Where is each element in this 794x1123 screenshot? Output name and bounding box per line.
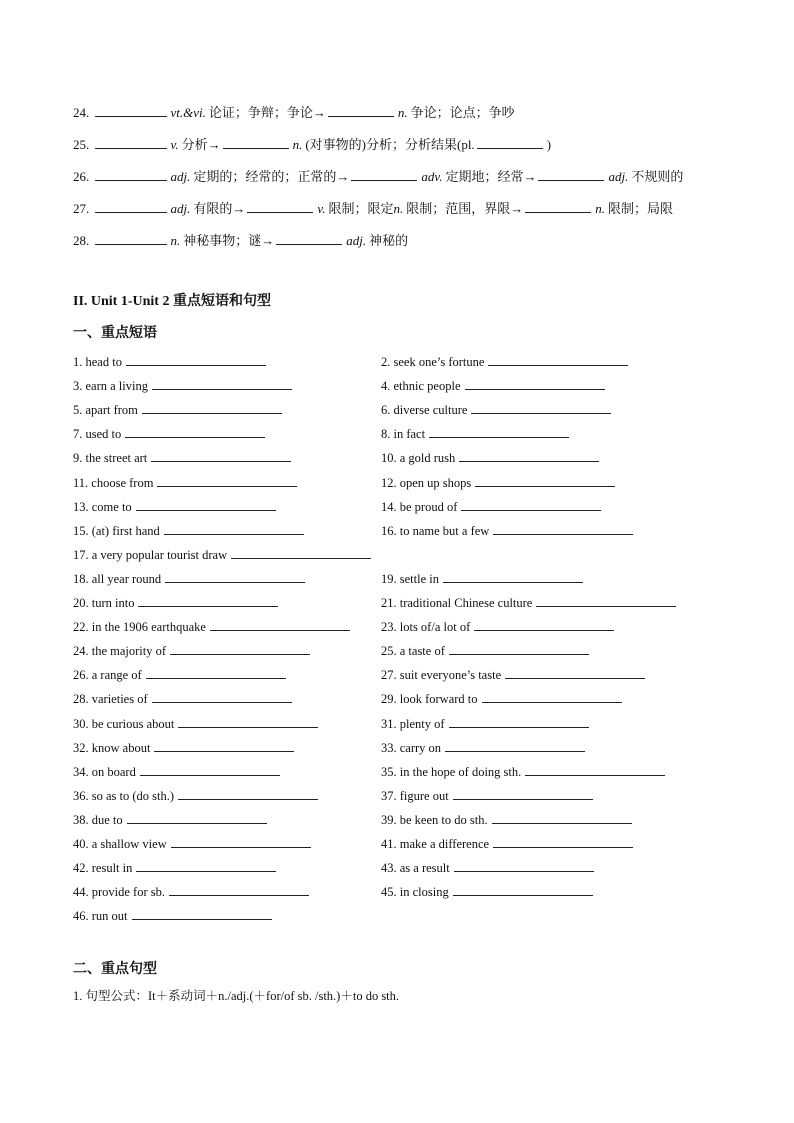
phrase-text: 20. turn into — [73, 596, 135, 610]
phrase-text: 24. the majority of — [73, 644, 167, 658]
definition-text: 争论；论点；争吵 — [410, 105, 515, 120]
phrase-text: 10. a gold rush — [381, 451, 456, 465]
part-of-speech: n. — [397, 105, 408, 120]
phrase-text: 34. on board — [73, 765, 136, 779]
phrase-text: 45. in closing — [381, 885, 449, 899]
phrase-text: 22. in the 1906 earthquake — [73, 620, 206, 634]
answer-blank[interactable] — [146, 666, 286, 679]
part-of-speech: v. — [170, 137, 179, 152]
phrase-item — [381, 690, 622, 708]
phrase-item — [73, 618, 350, 636]
answer-blank[interactable] — [449, 715, 589, 728]
answer-blank[interactable] — [95, 103, 167, 117]
answer-blank[interactable] — [493, 835, 633, 848]
answer-blank[interactable] — [247, 199, 313, 213]
phrase-item — [73, 883, 309, 901]
answer-blank[interactable] — [95, 231, 167, 245]
phrase-text: 3. earn a living — [73, 379, 148, 393]
phrase-item — [381, 353, 628, 371]
phrase-item — [381, 859, 594, 877]
answer-blank[interactable] — [525, 199, 591, 213]
phrase-text: 37. figure out — [381, 789, 449, 803]
part-of-speech: n. — [170, 233, 181, 248]
vocab-item — [73, 199, 673, 217]
phrase-text: 40. a shallow view — [73, 837, 167, 851]
phrase-item — [381, 570, 583, 588]
vocab-item — [73, 103, 515, 121]
vocab-item — [73, 231, 408, 249]
answer-blank[interactable] — [127, 811, 267, 824]
part-of-speech: n. — [393, 201, 404, 216]
answer-blank[interactable] — [443, 570, 583, 583]
definition-text: (对事物的)分析；分析结果(pl. — [305, 137, 475, 152]
phrase-item — [381, 618, 614, 636]
phrase-text: 5. apart from — [73, 403, 138, 417]
sentence-formula: 1. 句型公式：It＋系动词＋n./adj.(＋for/of sb. /sth.)＋to do sth. — [73, 989, 400, 1003]
phrase-item — [73, 787, 318, 805]
phrase-item — [381, 449, 599, 467]
answer-blank[interactable] — [538, 167, 604, 181]
part-of-speech: adv. — [421, 169, 443, 184]
phrase-text: 21. traditional Chinese culture — [381, 596, 533, 610]
vocab-item — [73, 167, 683, 185]
answer-blank[interactable] — [493, 522, 633, 535]
vocab-number: 24. — [73, 105, 93, 120]
phrase-item — [381, 425, 569, 443]
answer-blank[interactable] — [525, 763, 665, 776]
part-of-speech: v. — [317, 201, 326, 216]
phrase-text: 38. due to — [73, 813, 123, 827]
part-of-speech: adj. — [346, 233, 367, 248]
answer-blank[interactable] — [169, 883, 309, 896]
answer-blank[interactable] — [223, 135, 289, 149]
phrase-text: 35. in the hope of doing sth. — [381, 765, 522, 779]
phrase-text: 46. run out — [73, 909, 128, 923]
phrase-item — [73, 570, 305, 588]
answer-blank[interactable] — [505, 666, 645, 679]
phrase-item — [73, 715, 318, 733]
definition-text: 有限的→ — [193, 201, 246, 216]
answer-blank[interactable] — [351, 167, 417, 181]
definition-text: 论证；争辩；争论→ — [208, 105, 326, 120]
answer-blank[interactable] — [171, 835, 311, 848]
answer-blank[interactable] — [231, 546, 371, 559]
answer-blank[interactable] — [276, 231, 342, 245]
phrase-item — [381, 377, 605, 395]
answer-blank[interactable] — [461, 498, 601, 511]
answer-blank[interactable] — [429, 425, 569, 438]
phrase-text: 39. be keen to do sth. — [381, 813, 488, 827]
answer-blank[interactable] — [475, 474, 615, 487]
phrase-item — [73, 425, 265, 443]
answer-blank[interactable] — [474, 618, 614, 631]
phrase-text: 18. all year round — [73, 572, 162, 586]
phrase-item — [73, 763, 280, 781]
part-of-speech: vt.&vi. — [170, 105, 206, 120]
definition-text: 神秘事物；谜→ — [183, 233, 275, 248]
definition-text: 定期的；经常的；正常的→ — [193, 169, 350, 184]
phrase-text: 23. lots of/a lot of — [381, 620, 471, 634]
phrases-heading: 一、重点短语 — [73, 326, 157, 341]
phrase-text: 44. provide for sb. — [73, 885, 165, 899]
answer-blank[interactable] — [136, 498, 276, 511]
sentence-patterns-heading: 二、重点句型 — [73, 962, 157, 977]
phrase-item — [381, 715, 589, 733]
phrase-item — [73, 546, 371, 564]
phrase-text: 41. make a difference — [381, 837, 490, 851]
phrase-text: 27. suit everyone’s taste — [381, 668, 502, 682]
phrase-text: 4. ethnic people — [381, 379, 461, 393]
phrase-item — [381, 883, 593, 901]
phrase-text: 32. know about — [73, 741, 151, 755]
phrase-text: 16. to name but a few — [381, 524, 490, 538]
phrase-item — [73, 739, 294, 757]
phrase-item — [381, 594, 676, 612]
answer-blank[interactable] — [210, 618, 350, 631]
phrase-item — [73, 353, 266, 371]
vocab-number: 25. — [73, 137, 93, 152]
vocab-item — [73, 135, 551, 153]
part-of-speech: n. — [595, 201, 605, 216]
phrase-text: 7. used to — [73, 427, 122, 441]
phrase-text: 13. come to — [73, 500, 132, 514]
answer-blank[interactable] — [459, 449, 599, 462]
phrase-text: 33. carry on — [381, 741, 442, 755]
definition-text: 限制；限定 — [328, 201, 394, 216]
answer-blank[interactable] — [482, 690, 622, 703]
answer-blank[interactable] — [492, 811, 632, 824]
answer-blank[interactable] — [477, 135, 543, 149]
phrase-item — [73, 835, 311, 853]
answer-blank[interactable] — [152, 377, 292, 390]
phrase-item — [73, 377, 292, 395]
answer-blank[interactable] — [164, 522, 304, 535]
phrase-item — [381, 763, 665, 781]
phrase-item — [73, 811, 267, 829]
phrase-text: 11. choose from — [73, 476, 154, 490]
phrase-text: 31. plenty of — [381, 717, 445, 731]
answer-blank[interactable] — [453, 787, 593, 800]
phrase-item — [73, 690, 292, 708]
answer-blank[interactable] — [95, 199, 167, 213]
answer-blank[interactable] — [157, 474, 297, 487]
vocab-number: 26. — [73, 169, 93, 184]
phrase-item — [381, 474, 615, 492]
phrase-item — [381, 401, 611, 419]
phrase-text: 28. varieties of — [73, 692, 148, 706]
phrase-item — [73, 907, 272, 925]
phrase-text: 2. seek one’s fortune — [381, 355, 485, 369]
definition-text: 限制；范围，界限→ — [406, 201, 524, 216]
part-of-speech: adj. — [608, 169, 629, 184]
answer-blank[interactable] — [449, 642, 589, 655]
answer-blank[interactable] — [132, 907, 272, 920]
phrase-item — [381, 642, 589, 660]
phrase-text: 9. the street art — [73, 451, 148, 465]
answer-blank[interactable] — [178, 715, 318, 728]
answer-blank[interactable] — [151, 449, 291, 462]
answer-blank[interactable] — [488, 353, 628, 366]
phrase-text: 17. a very popular tourist draw — [73, 548, 228, 562]
phrase-item — [73, 666, 286, 684]
phrase-text: 8. in fact — [381, 427, 426, 441]
answer-blank[interactable] — [95, 167, 167, 181]
phrase-text: 26. a range of — [73, 668, 142, 682]
phrase-item — [73, 401, 282, 419]
definition-text: 限制；局限 — [607, 201, 673, 216]
phrase-text: 19. settle in — [381, 572, 439, 586]
phrase-item — [381, 522, 633, 540]
answer-blank[interactable] — [178, 787, 318, 800]
phrase-text: 30. be curious about — [73, 717, 175, 731]
phrase-item — [381, 739, 585, 757]
definition-text: ) — [546, 137, 552, 152]
answer-blank[interactable] — [136, 859, 276, 872]
phrase-item — [73, 594, 278, 612]
phrase-text: 43. as a result — [381, 861, 450, 875]
answer-blank[interactable] — [454, 859, 594, 872]
answer-blank[interactable] — [465, 377, 605, 390]
section-title: II. Unit 1-Unit 2 重点短语和句型 — [73, 294, 271, 309]
answer-blank[interactable] — [140, 763, 280, 776]
answer-blank[interactable] — [95, 135, 167, 149]
part-of-speech: n. — [292, 137, 303, 152]
phrase-text: 25. a taste of — [381, 644, 445, 658]
phrase-item — [381, 787, 593, 805]
answer-blank[interactable] — [152, 690, 292, 703]
phrase-item — [381, 811, 632, 829]
answer-blank[interactable] — [536, 594, 676, 607]
answer-blank[interactable] — [125, 425, 265, 438]
answer-blank[interactable] — [154, 739, 294, 752]
phrase-item — [73, 642, 310, 660]
phrase-text: 36. so as to (do sth.) — [73, 789, 175, 803]
phrase-item — [73, 449, 291, 467]
phrase-text: 42. result in — [73, 861, 133, 875]
phrase-item — [381, 498, 601, 516]
phrase-text: 14. be proud of — [381, 500, 458, 514]
part-of-speech: adj. — [170, 169, 191, 184]
phrase-item — [73, 498, 276, 516]
answer-blank[interactable] — [453, 883, 593, 896]
definition-text: 定期地；经常→ — [445, 169, 537, 184]
answer-blank[interactable] — [165, 570, 305, 583]
phrase-item — [73, 859, 276, 877]
answer-blank[interactable] — [126, 353, 266, 366]
definition-text: 不规则的 — [631, 169, 684, 184]
phrase-text: 29. look forward to — [381, 692, 478, 706]
answer-blank[interactable] — [445, 739, 585, 752]
phrase-item — [73, 474, 297, 492]
phrase-item — [381, 666, 645, 684]
answer-blank[interactable] — [138, 594, 278, 607]
answer-blank[interactable] — [471, 401, 611, 414]
phrase-item — [381, 835, 633, 853]
phrase-text: 15. (at) first hand — [73, 524, 160, 538]
vocab-number: 28. — [73, 233, 93, 248]
phrase-item — [73, 522, 304, 540]
definition-text: 神秘的 — [369, 233, 409, 248]
phrase-text: 12. open up shops — [381, 476, 472, 490]
phrase-text: 6. diverse culture — [381, 403, 468, 417]
answer-blank[interactable] — [328, 103, 394, 117]
answer-blank[interactable] — [142, 401, 282, 414]
part-of-speech: adj. — [170, 201, 191, 216]
definition-text: 分析→ — [181, 137, 221, 152]
phrase-text: 1. head to — [73, 355, 122, 369]
answer-blank[interactable] — [170, 642, 310, 655]
vocab-number: 27. — [73, 201, 93, 216]
